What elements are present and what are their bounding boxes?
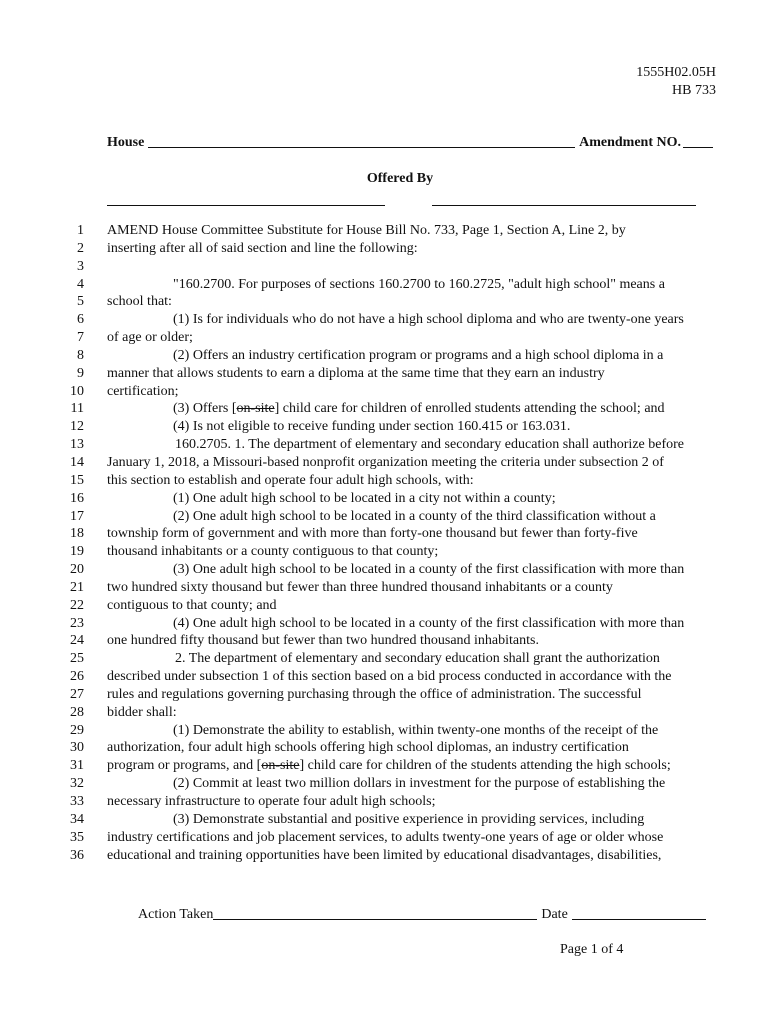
text-segment: bidder shall: (107, 704, 177, 720)
line-text (84, 472, 722, 490)
numbered-line (62, 222, 722, 240)
line-text (84, 847, 722, 865)
action-taken-row (138, 906, 718, 923)
line-text (84, 668, 722, 686)
line-number: 18 (70, 526, 84, 542)
line-number: 31 (70, 758, 84, 774)
text-segment: (3) One adult high school to be located in a county of the first classification with more than (173, 562, 685, 578)
text-segment: (1) One adult high school to be located in a city not within a county; (173, 490, 556, 506)
numbered-line (62, 597, 722, 615)
line-number: 17 (70, 508, 84, 524)
numbered-line (62, 365, 722, 383)
text-segment: authorization, four adult high schools offering high school diplomas, an industry certification (107, 740, 629, 756)
numbered-line (62, 650, 722, 668)
text-segment: rules and regulations governing purchasing through the office of administration. The successful (107, 686, 642, 702)
line-text (84, 490, 722, 508)
line-text (84, 597, 722, 615)
page-number: Page 1 of 4 (560, 942, 624, 957)
line-number: 20 (70, 562, 84, 578)
line-number: 9 (77, 365, 84, 381)
text-segment: (1) Is for individuals who do not have a high school diploma and who are twenty-one years (173, 312, 684, 328)
line-number: 7 (77, 330, 84, 346)
numbered-line (62, 258, 722, 276)
line-number: 25 (70, 651, 84, 667)
text-segment: 2. The department of elementary and secondary education shall grant the authorization (175, 651, 660, 667)
struck-text: on-site (261, 758, 300, 774)
text-segment: (1) Demonstrate the ability to establish, within twenty-one months of the receipt of the (173, 722, 659, 738)
sponsor-signature-line-right (432, 205, 696, 206)
text-segment: this section to establish and operate four adult high schools, with: (107, 472, 474, 488)
numbered-line (62, 632, 722, 650)
numbered-line (62, 686, 722, 704)
numbered-line (62, 757, 722, 775)
text-segment: manner that allows students to earn a diploma at the same time that they earn an industry (107, 365, 605, 381)
line-number: 12 (70, 419, 84, 435)
numbered-line (62, 668, 722, 686)
numbered-line (62, 561, 722, 579)
line-text (84, 418, 722, 436)
line-text (84, 525, 722, 543)
line-text (84, 400, 722, 418)
text-segment: described under subsection 1 of this section based on a bid process conducted in accordance with the (107, 669, 672, 685)
text-segment: inserting after all of said section and line the following: (107, 240, 418, 256)
line-text (84, 829, 722, 847)
line-text (84, 579, 722, 597)
line-text (84, 811, 722, 829)
line-text (84, 650, 722, 668)
line-text (84, 329, 722, 347)
numbered-line (62, 276, 722, 294)
line-text (84, 293, 722, 311)
text-segment: (2) Offers an industry certification program or programs and a high school diploma in a (173, 347, 664, 363)
line-text (84, 311, 722, 329)
numbered-line (62, 847, 722, 865)
text-segment: (4) One adult high school to be located in a county of the first classification with more than (173, 615, 685, 631)
numbered-line (62, 311, 722, 329)
bill-number: HB 733 (672, 83, 716, 98)
line-number: 29 (70, 722, 84, 738)
house-amendment-row (107, 134, 713, 151)
house-blank-line (148, 134, 575, 148)
text-segment: thousand inhabitants or a county contiguous to that county; (107, 544, 439, 560)
text-segment: (3) Demonstrate substantial and positive experience in providing services, including (173, 811, 645, 827)
line-text (84, 383, 722, 401)
line-number: 3 (77, 258, 84, 274)
numbered-line (62, 722, 722, 740)
line-number: 28 (70, 704, 84, 720)
text-segment: (2) Commit at least two million dollars in investment for the purpose of establishing the (173, 776, 666, 792)
text-segment: necessary infrastructure to operate four adult high schools; (107, 794, 436, 809)
action-taken-blank (213, 906, 537, 920)
line-number: 2 (77, 240, 84, 256)
line-text (84, 454, 722, 472)
line-text (84, 543, 722, 561)
date-label: Date (541, 907, 568, 922)
line-number: 13 (70, 437, 84, 453)
numbered-line (62, 579, 722, 597)
numbered-line (62, 454, 722, 472)
text-segment: industry certifications and job placement services, to adults twenty-one years of age or older whose (107, 829, 664, 845)
line-number: 1 (77, 223, 84, 238)
text-segment: January 1, 2018, a Missouri-based nonprofit organization meeting the criteria under subsection 2 of (107, 454, 664, 470)
text-segment: contiguous to that county; and (107, 597, 277, 613)
line-text (84, 775, 722, 793)
line-text (84, 258, 722, 276)
text-segment: ] child care for children of the students attending the high schools; (299, 758, 671, 774)
line-text (84, 722, 722, 740)
line-number: 23 (70, 615, 84, 631)
numbered-line (62, 775, 722, 793)
text-segment: of age or older; (107, 330, 193, 346)
text-segment: educational and training opportunities have been limited by educational disadvantages, disabilities, (107, 847, 662, 863)
line-number: 33 (70, 794, 84, 809)
numbered-line (62, 739, 722, 757)
line-text (84, 757, 722, 775)
line-text (84, 615, 722, 633)
date-blank (572, 906, 706, 920)
text-segment: AMEND House Committee Substitute for House Bill No. 733, Page 1, Section A, Line 2, by (107, 223, 626, 238)
text-segment: two hundred sixty thousand but fewer than three hundred thousand inhabitants or a county (107, 579, 613, 595)
numbered-line (62, 293, 722, 311)
line-text (84, 508, 722, 526)
line-number: 8 (77, 347, 84, 363)
text-segment: program or programs, and [ (107, 758, 262, 774)
numbered-line (62, 472, 722, 490)
line-text (84, 436, 722, 454)
document-code: 1555H02.05H (636, 65, 716, 80)
line-number: 4 (77, 276, 84, 292)
line-number: 26 (70, 669, 84, 685)
numbered-line (62, 508, 722, 526)
line-text (84, 704, 722, 722)
line-number: 14 (70, 454, 84, 470)
line-number: 10 (70, 383, 84, 399)
text-segment: "160.2700. For purposes of sections 160.2700 to 160.2725, "adult high school" means a (173, 276, 665, 292)
numbered-line (62, 615, 722, 633)
line-text (84, 793, 722, 811)
house-label: House (107, 135, 145, 150)
line-text (84, 240, 722, 258)
text-segment: (4) Is not eligible to receive funding under section 160.415 or 163.031. (173, 419, 571, 435)
text-segment: ] child care for children of enrolled students attending the school; and (274, 401, 665, 417)
numbered-line (62, 329, 722, 347)
sponsor-signature-line-left (107, 205, 385, 206)
line-number: 11 (70, 401, 84, 417)
line-number: 24 (70, 633, 84, 649)
line-number: 21 (70, 579, 84, 595)
text-segment: (3) Offers [ (173, 401, 237, 417)
line-number: 35 (70, 829, 84, 845)
text-segment: certification; (107, 383, 179, 399)
numbered-line (62, 490, 722, 508)
text-segment: school that: (107, 294, 172, 310)
line-text (84, 347, 722, 365)
line-text (84, 276, 722, 294)
line-text (84, 222, 722, 240)
numbered-line (62, 811, 722, 829)
amendment-number-blank (683, 134, 713, 148)
line-text (84, 365, 722, 383)
line-text (84, 632, 722, 650)
numbered-line (62, 793, 722, 811)
line-number: 34 (70, 811, 84, 827)
numbered-line (62, 383, 722, 401)
line-text (84, 561, 722, 579)
line-number: 27 (70, 686, 84, 702)
text-segment: one hundred fifty thousand but fewer than two hundred thousand inhabitants. (107, 633, 539, 649)
line-number: 30 (70, 740, 84, 756)
action-taken-label: Action Taken (138, 907, 214, 922)
line-number: 32 (70, 776, 84, 792)
line-text (84, 739, 722, 757)
numbered-line (62, 347, 722, 365)
numbered-line (62, 829, 722, 847)
line-number: 5 (77, 294, 84, 310)
numbered-line (62, 525, 722, 543)
offered-by-heading: Offered By (366, 171, 434, 186)
numbered-line (62, 418, 722, 436)
line-number: 6 (77, 312, 84, 328)
line-number: 16 (70, 490, 84, 506)
numbered-line (62, 704, 722, 722)
line-number: 19 (70, 544, 84, 560)
text-segment: 160.2705. 1. The department of elementary and secondary education shall authorize before (175, 437, 684, 453)
line-number: 22 (70, 597, 84, 613)
amendment-body (62, 222, 722, 864)
line-text (84, 686, 722, 704)
numbered-line (62, 400, 722, 418)
line-number: 36 (70, 847, 84, 863)
line-number: 15 (70, 472, 84, 488)
numbered-line (62, 240, 722, 258)
text-segment: township form of government and with more than forty-one thousand but fewer than forty-five (107, 526, 638, 542)
numbered-line (62, 543, 722, 561)
amendment-label: Amendment NO. (579, 135, 681, 150)
text-segment: (2) One adult high school to be located in a county of the third classification without a (173, 508, 656, 524)
struck-text: on-site (236, 401, 275, 417)
numbered-line (62, 436, 722, 454)
